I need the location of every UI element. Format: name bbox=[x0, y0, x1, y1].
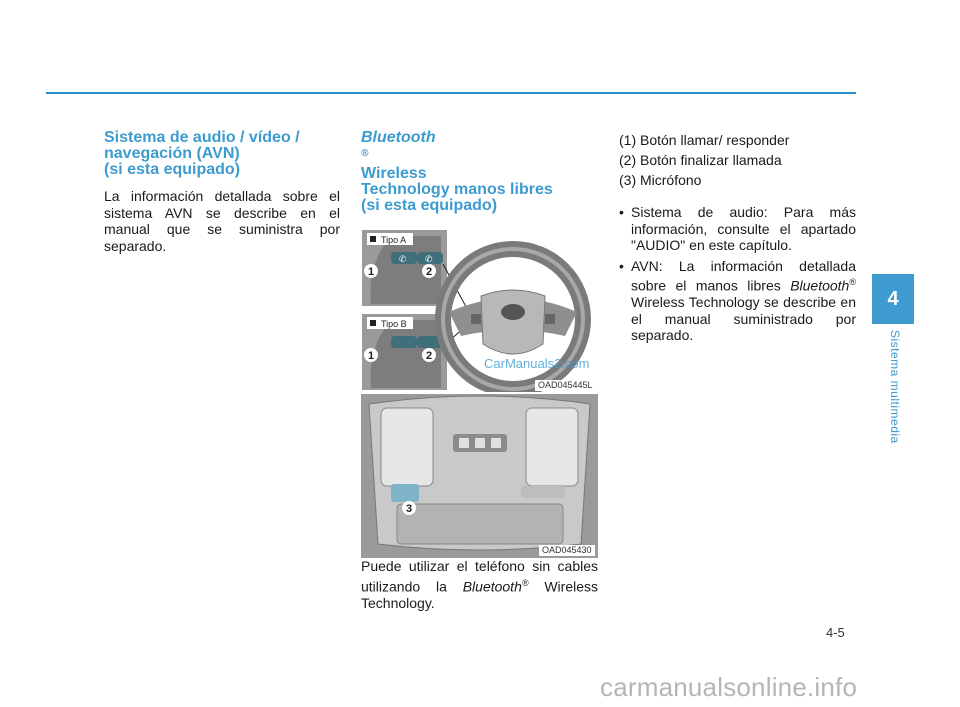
tipo-a-label: Tipo A bbox=[381, 235, 407, 246]
bluetooth-heading: Bluetooth ® Wireless Technology manos libres (si esta equipado) bbox=[361, 129, 553, 215]
numbered-list bbox=[619, 130, 856, 190]
wheel-control-right bbox=[545, 314, 555, 324]
avn-body: La información detallada sobre el sistema AVN se describe en el manual que se suministra por separado. bbox=[104, 188, 340, 254]
column-list bbox=[619, 130, 856, 348]
tipo-b-square-icon bbox=[370, 320, 376, 326]
page-number: 4-5 bbox=[826, 625, 845, 640]
list-item: (2) Botón finalizar llamada bbox=[619, 152, 782, 168]
tipo-b-label: Tipo B bbox=[381, 319, 407, 330]
watermark-mid: CarManuals2.com bbox=[484, 356, 590, 371]
list-item: (3) Micrófono bbox=[619, 172, 702, 188]
list-item: (1) Botón llamar/ responder bbox=[619, 132, 790, 148]
lamp-switch-1 bbox=[459, 438, 469, 448]
svg-text:2: 2 bbox=[426, 350, 433, 363]
figure-code-b: OAD045430 bbox=[539, 545, 595, 556]
watermark-bottom: carmanualsonline.info bbox=[600, 672, 858, 702]
brand-logo-icon bbox=[501, 304, 525, 320]
svg-text:2: 2 bbox=[426, 266, 433, 279]
microphone-highlight bbox=[391, 484, 419, 502]
steering-wheel-figure bbox=[361, 224, 598, 558]
chapter-tab: 4 bbox=[872, 274, 914, 324]
overhead-console-svg bbox=[361, 394, 598, 558]
overhead-console-illustration bbox=[361, 394, 598, 558]
map-lamp-right bbox=[526, 408, 578, 486]
bullet-list bbox=[619, 204, 856, 344]
steering-wheel-hub bbox=[481, 290, 545, 354]
chapter-label: Sistema multimedia bbox=[888, 330, 902, 444]
header-rule bbox=[46, 92, 856, 94]
lamp-switch-3 bbox=[491, 438, 501, 448]
bluetooth-body: Puede utilizar el teléfono sin cables utilizando la Bluetooth® Wireless Technology. bbox=[361, 558, 599, 611]
phone-end-icon: ✆ bbox=[425, 254, 433, 265]
wheel-control-left bbox=[471, 314, 481, 324]
sunglass-holder bbox=[397, 504, 563, 544]
map-lamp-left bbox=[381, 408, 433, 486]
figure-code-a: OAD045445L bbox=[535, 380, 596, 391]
svg-text:3: 3 bbox=[406, 503, 413, 516]
bullet-item-audio: • Sistema de audio: Para más información, consulte el apartado "AUDIO" en este capítulo. bbox=[619, 204, 856, 254]
bullet-item-avn: • AVN: La información detallada sobre el manos libres Bluetooth® Wireless Technology se describe en el manual suministrado por separado. bbox=[619, 258, 856, 344]
phone-icon: ✆ bbox=[399, 254, 407, 265]
column-avn bbox=[104, 130, 340, 254]
tipo-a-square-icon bbox=[370, 236, 376, 242]
avn-heading: Sistema de audio / vídeo / navegación (AVN) (si esta equipado) bbox=[104, 129, 300, 178]
svg-text:1: 1 bbox=[368, 350, 375, 363]
svg-text:1: 1 bbox=[368, 266, 375, 279]
call-button-b bbox=[391, 336, 417, 348]
microphone-right bbox=[521, 486, 565, 498]
lamp-switch-2 bbox=[475, 438, 485, 448]
